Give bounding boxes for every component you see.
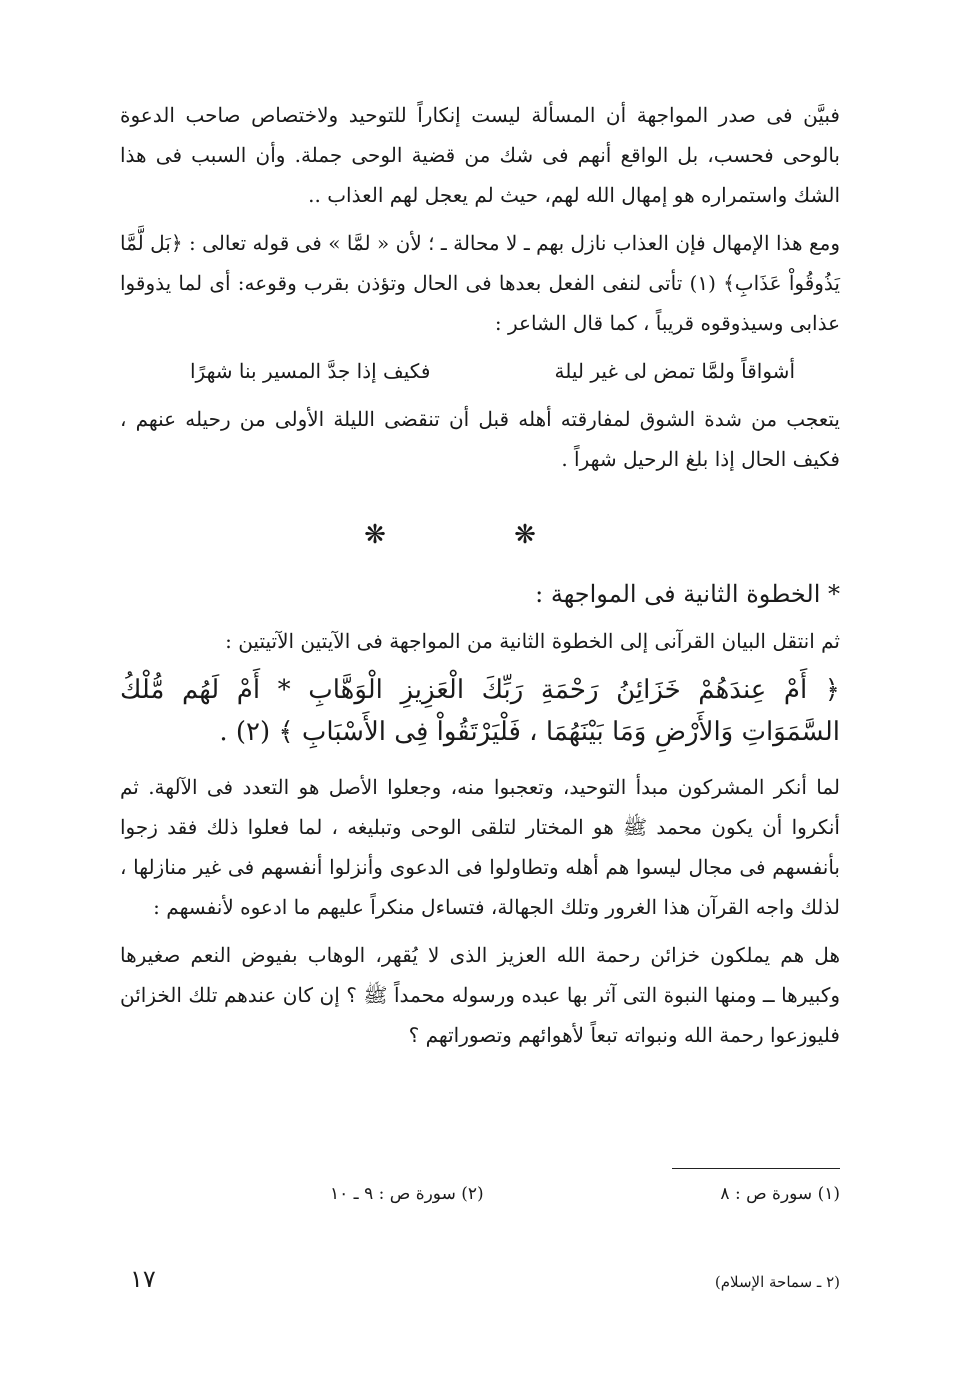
- verse-second-hemistich: فكيف إذا جدَّ المسير بنا شهرًا: [190, 359, 431, 383]
- paragraph-1: فبيَّن فى صدر المواجهة أن المسألة ليست إنكاراً للتوحيد ولاختصاص صاحب الدعوة بالوحى فحسب، بل الواقع أنهم فى شك من قضية الوحى جملة. وأن السبب فى هذا الشك واستمراره هو إمهال الله لهم، حيث لم يعجل لهم العذاب ..: [120, 103, 840, 207]
- footnote-separator: [672, 1168, 840, 1169]
- section-divider-stars: ❋ ❋: [364, 520, 596, 550]
- chapter-marker: (٢ ـ سماحة الإسلام): [714, 1273, 840, 1291]
- quran-verse-block: ﴿ أَمْ عِندَهُمْ خَزَائِنُ رَحْمَةِ رَبِّكَ الْعَزِيزِ الْوَهَّابِ * أَمْ لَهُم مُّلْكُ السَّمَوَاتِ وَالأَرْضِ وَمَا بَيْنَهُمَا ، فَلْيَرْتَقُواْ فِى الأَسْبَابِ ﴾ (٢) .: [120, 675, 840, 747]
- paragraph-4: ثم انتقل البيان القرآنى إلى الخطوة الثانية من المواجهة فى الآيتين الآتيتين :: [225, 629, 840, 653]
- footnote-1: (١) سورة ص : ٨: [720, 1184, 840, 1204]
- paragraph-5: لما أنكر المشركون مبدأ التوحيد، وتعجبوا منه، وجعلوا الأصل هو التعدد فى الآلهة. ثم أنكروا أن يكون محمد ﷺ هو المختار لتلقى الوحى وتبليغه ، لما فعلوا ذلك فقد زجوا بأنفسهم فى مجال ليسوا هم أهله وتطاولوا فى الدعوى وأنزلوا أنفسهم فى غير منازلها ، لذلك واجه القرآن هذا الغرور وتلك الجهالة، فتساءل منكراً عليهم ما ادعوه لأنفسهم :: [120, 775, 840, 919]
- page-body: [120, 95, 840, 1063]
- section-heading: * الخطوة الثانية فى المواجهة :: [535, 580, 840, 608]
- page-footer: [130, 1265, 840, 1293]
- paragraph-3: يتعجب من شدة الشوق لمفارقته أهله قبل أن تنقضى الليلة الأولى من رحيله عنهم ، فكيف الحال إذا بلغ الرحيل شهراً .: [120, 407, 840, 471]
- page-number: ١٧: [130, 1265, 156, 1293]
- footnote-2: (٢) سورة ص : ٩ ـ ١٠: [330, 1184, 484, 1204]
- verse-first-hemistich: أشواقاً ولمَّا تمض لى غير ليلة: [554, 359, 795, 383]
- paragraph-2: ومع هذا الإمهال فإن العذاب نازل بهم ـ لا محالة ـ ؛ لأن « لمَّا » فى قوله تعالى : ﴿بَل لَّمَّا يَذُوقُواْ عَذَابِ﴾ (١) تأتى لنفى الفعل بعدها فى الحال وتؤذن بقرب وقوعه: أى لما يذوقوا عذابى وسيذوقوه قريباً ، كما قال الشاعر :: [120, 231, 841, 335]
- poetry-verse: [120, 351, 840, 391]
- footnotes: [330, 1180, 840, 1208]
- paragraph-6: هل هم يملكون خزائن رحمة الله العزيز الذى لا يُقهر، الوهاب بفيوض النعم صغيرها وكبيرها ــ ومنها النبوة التى آثر بها عبده ورسوله محمداً ﷺ ؟ إن كان عندهم تلك الخزائن فليوزعوا رحمة الله ونبواته تبعاً لأهوائهم وتصوراتهم ؟: [120, 943, 840, 1047]
